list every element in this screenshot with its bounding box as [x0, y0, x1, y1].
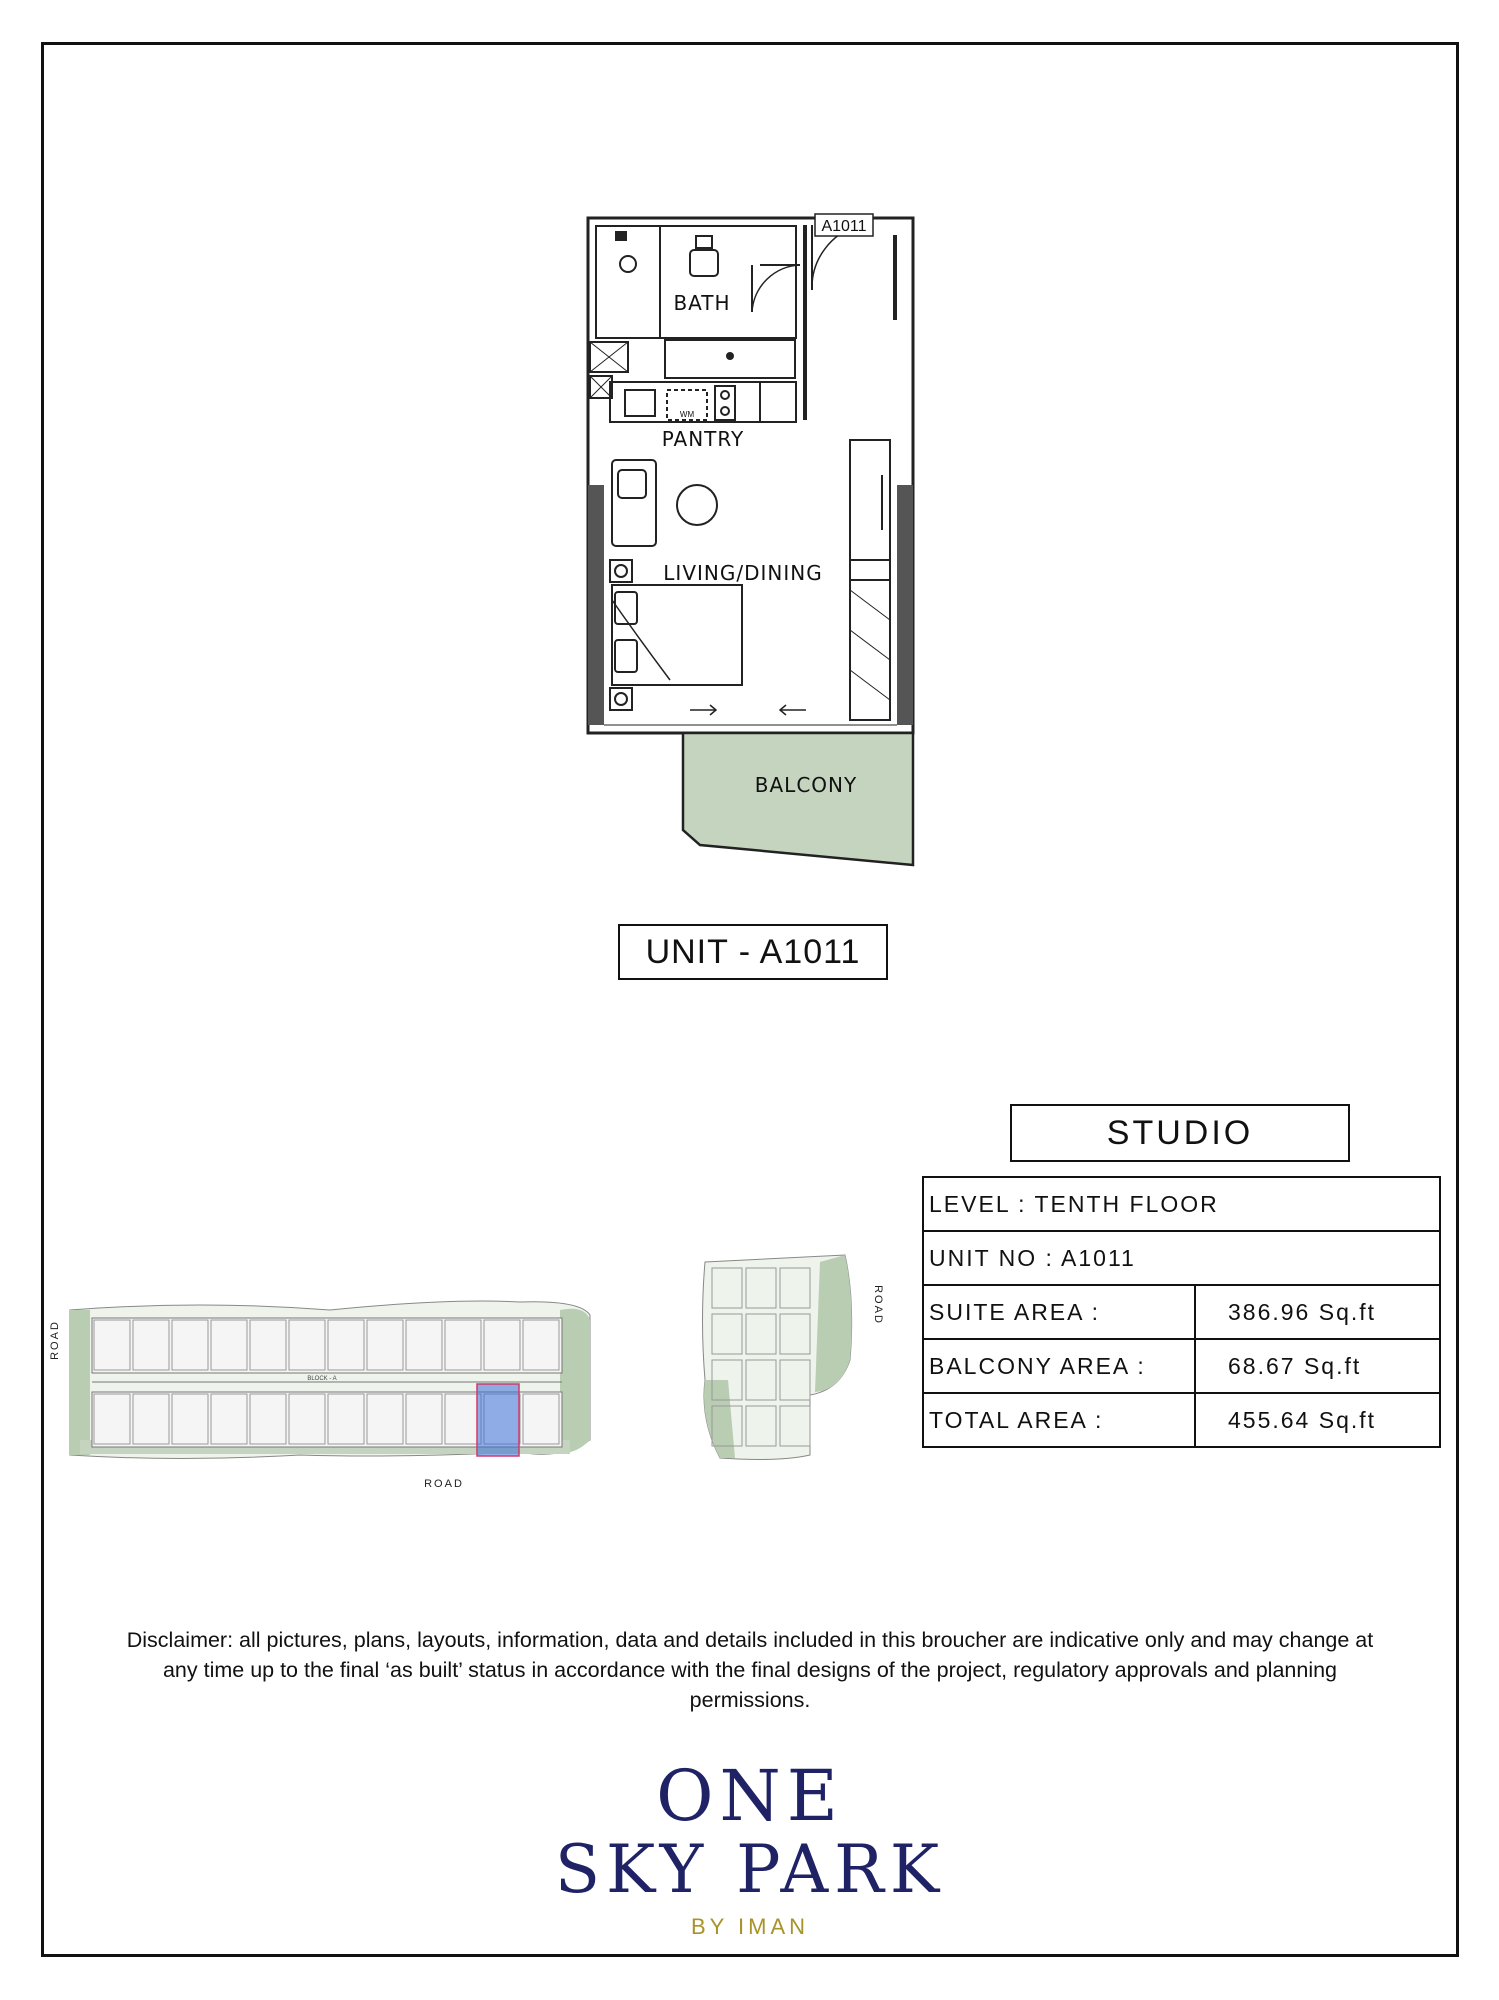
logo-line-by-iman: BY IMAN	[690, 1914, 810, 1939]
logo-line-one: ONE	[656, 1755, 844, 1837]
room-label-pantry: PANTRY	[661, 427, 745, 451]
room-label-living: LIVING/DINING	[663, 561, 823, 585]
room-label-bath: BATH	[673, 291, 731, 315]
suite-area-label: SUITE AREA :	[923, 1285, 1195, 1339]
road-label-left: ROAD	[49, 1320, 61, 1360]
balcony-area-label: BALCONY AREA :	[923, 1339, 1195, 1393]
road-label-right: ROAD	[872, 1285, 884, 1325]
balcony-area-value: 68.67 Sq.ft	[1195, 1339, 1440, 1393]
unit-title: UNIT - A1011	[618, 924, 888, 980]
road-label-bottom: ROAD	[424, 1478, 464, 1490]
unit-no-cell: UNIT NO : A1011	[923, 1231, 1440, 1285]
block-label: BLOCK - A	[307, 1376, 337, 1382]
room-label-balcony: BALCONY	[754, 773, 858, 797]
level-cell: LEVEL : TENTH FLOOR	[923, 1177, 1440, 1231]
disclaimer: Disclaimer: all pictures, plans, layouts, information, data and details included in this broucher are indicative only and may change at any time up to the final ‘as built’ status in accordance with the final designs of the project, regulatory approvals and planning permissions.	[126, 1628, 1374, 1712]
brand-logo	[500, 1755, 1000, 1940]
suite-area-value: 386.96 Sq.ft	[1195, 1285, 1440, 1339]
wm-label: WM	[679, 410, 695, 419]
logo-line-sky-park: SKY PARK	[554, 1831, 946, 1908]
total-area-label: TOTAL AREA :	[923, 1393, 1195, 1447]
total-area-value: 455.64 Sq.ft	[1195, 1393, 1440, 1447]
unit-type: STUDIO	[1010, 1104, 1350, 1162]
unit-tag: A1011	[821, 218, 867, 235]
